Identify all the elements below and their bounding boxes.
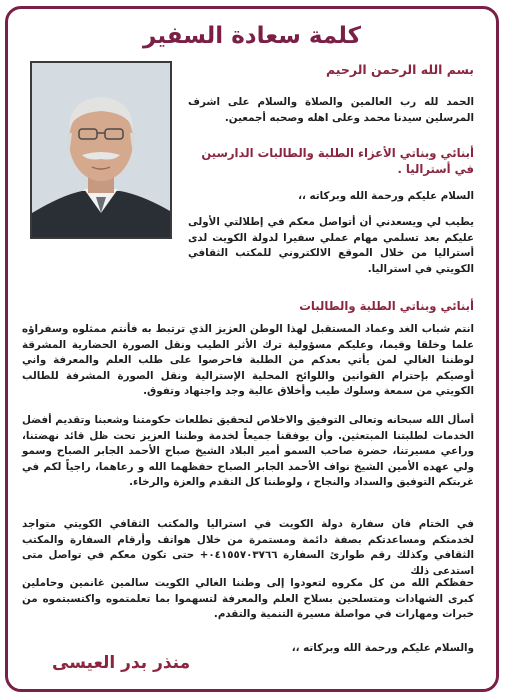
- paragraph-prayer: أسأل الله سبحانه وتعالى التوفيق والاخلاص لتحقيق تطلعات حكومتنا وشعبنا وتقديم أفضل الخدمات لطلبتنا المبتعثين. وأن يوفقنا جميعاً لخدمة وطننا العزيز تحت ظل قائد نهضتنا، وراعي مسيرتنا، حضرة صاحب السمو أمير البلاد الشيخ صباح الأحمد الجابر الصباح وسمو ولي عهده الأمين الشيخ نواف الأحمد الجابر الصباح حفظهما الله و رعاهما، راجياً لكم في غربتكم التوفيق والسداد والنجاح ، ولوطننا كل التقدم والعزة والرخاء.: [22, 414, 474, 488]
- paragraph-first-message: يطيب لي ويسعدني أن أتواصل معكم في إطلالتي الأولى عليكم بعد تسلمي مهام عملي سفيرا لدولة الكويت لدى أستراليا من خلال الموقع الالكتروني للمكتب الثقافي الكويتي في استراليا.: [188, 216, 474, 275]
- portrait-image: [32, 63, 170, 237]
- paragraph-contact: في الختام فان سفارة دولة الكويت في استراليا والمكتب الثقافي الكويتي متواجد لخدمتكم ومساعدتكم بصفة دائمة ومستمرة من خلال هواتف وأرقام السفارة والمكتب الثقافي وكذلك رقم طوارئ السفارة ٠٤١٥٥٧٠٣٧٦٦+ حتى تكون معكم في تواصل متى استدعى ذلك: [22, 518, 474, 577]
- paragraph-closing-wishes: حفظكم الله من كل مكروه لتعودوا إلى وطننا الغالي الكويت سالمين غانمين وحاملين كبرى الشهادات ومتسلحين بسلاح العلم والمعرفة لتسهموا بما تعلمتموه واكتسبتموه من خبرات ومهارات في مواصلة مسيرة التنمية والتقدم.: [22, 577, 474, 620]
- signature-name: منذر بدر العيسى: [52, 653, 191, 673]
- paragraph-future-youth: انتم شباب الغد وعماد المستقبل لهذا الوطن العزيز الذي ترتبط به فأنتم ممثلوه وسفراؤه علما وخلقا وقيما، وعليكم مسؤولية ترك الأثر الطيب ونقل الصورة الحضارية المشرقة لوطننا الغالي لمن يأتي بعدكم من الطلبة فاحرصوا على طلب العلم والمعرفة واني أوصيكم بإحترام القوانين واللوائح المحلية الإسترالية ونقل الصورة المشرفة للطالب الكويتي من سمعة وسلوك طيب وأخلاق عالية وجد واجتهاد وتفوق.: [22, 323, 474, 397]
- letter-frame: [5, 6, 499, 692]
- page-title: كلمة سعادة السفير: [143, 23, 361, 49]
- students-subheading: أبنائي وبناتي الطلبة والطالبات: [299, 299, 474, 313]
- ambassador-photo: [30, 61, 172, 239]
- students-address-heading: أبنائي وبناتي الأعزاء الطلبة والطالبات الدارسين في أستراليا .: [201, 146, 474, 176]
- closing-greeting: والسلام عليكم ورحمة الله وبركاته ،،: [291, 642, 474, 654]
- intro-paragraph: الحمد لله رب العالمين والصلاة والسلام على اشرف المرسلين سيدنا محمد وعلى اهله وصحبه أجمعين.: [188, 96, 474, 124]
- bismillah-heading: بسم الله الرحمن الرحيم: [326, 62, 474, 77]
- opening-greeting: السلام عليكم ورحمة الله وبركاته ،،: [298, 190, 474, 202]
